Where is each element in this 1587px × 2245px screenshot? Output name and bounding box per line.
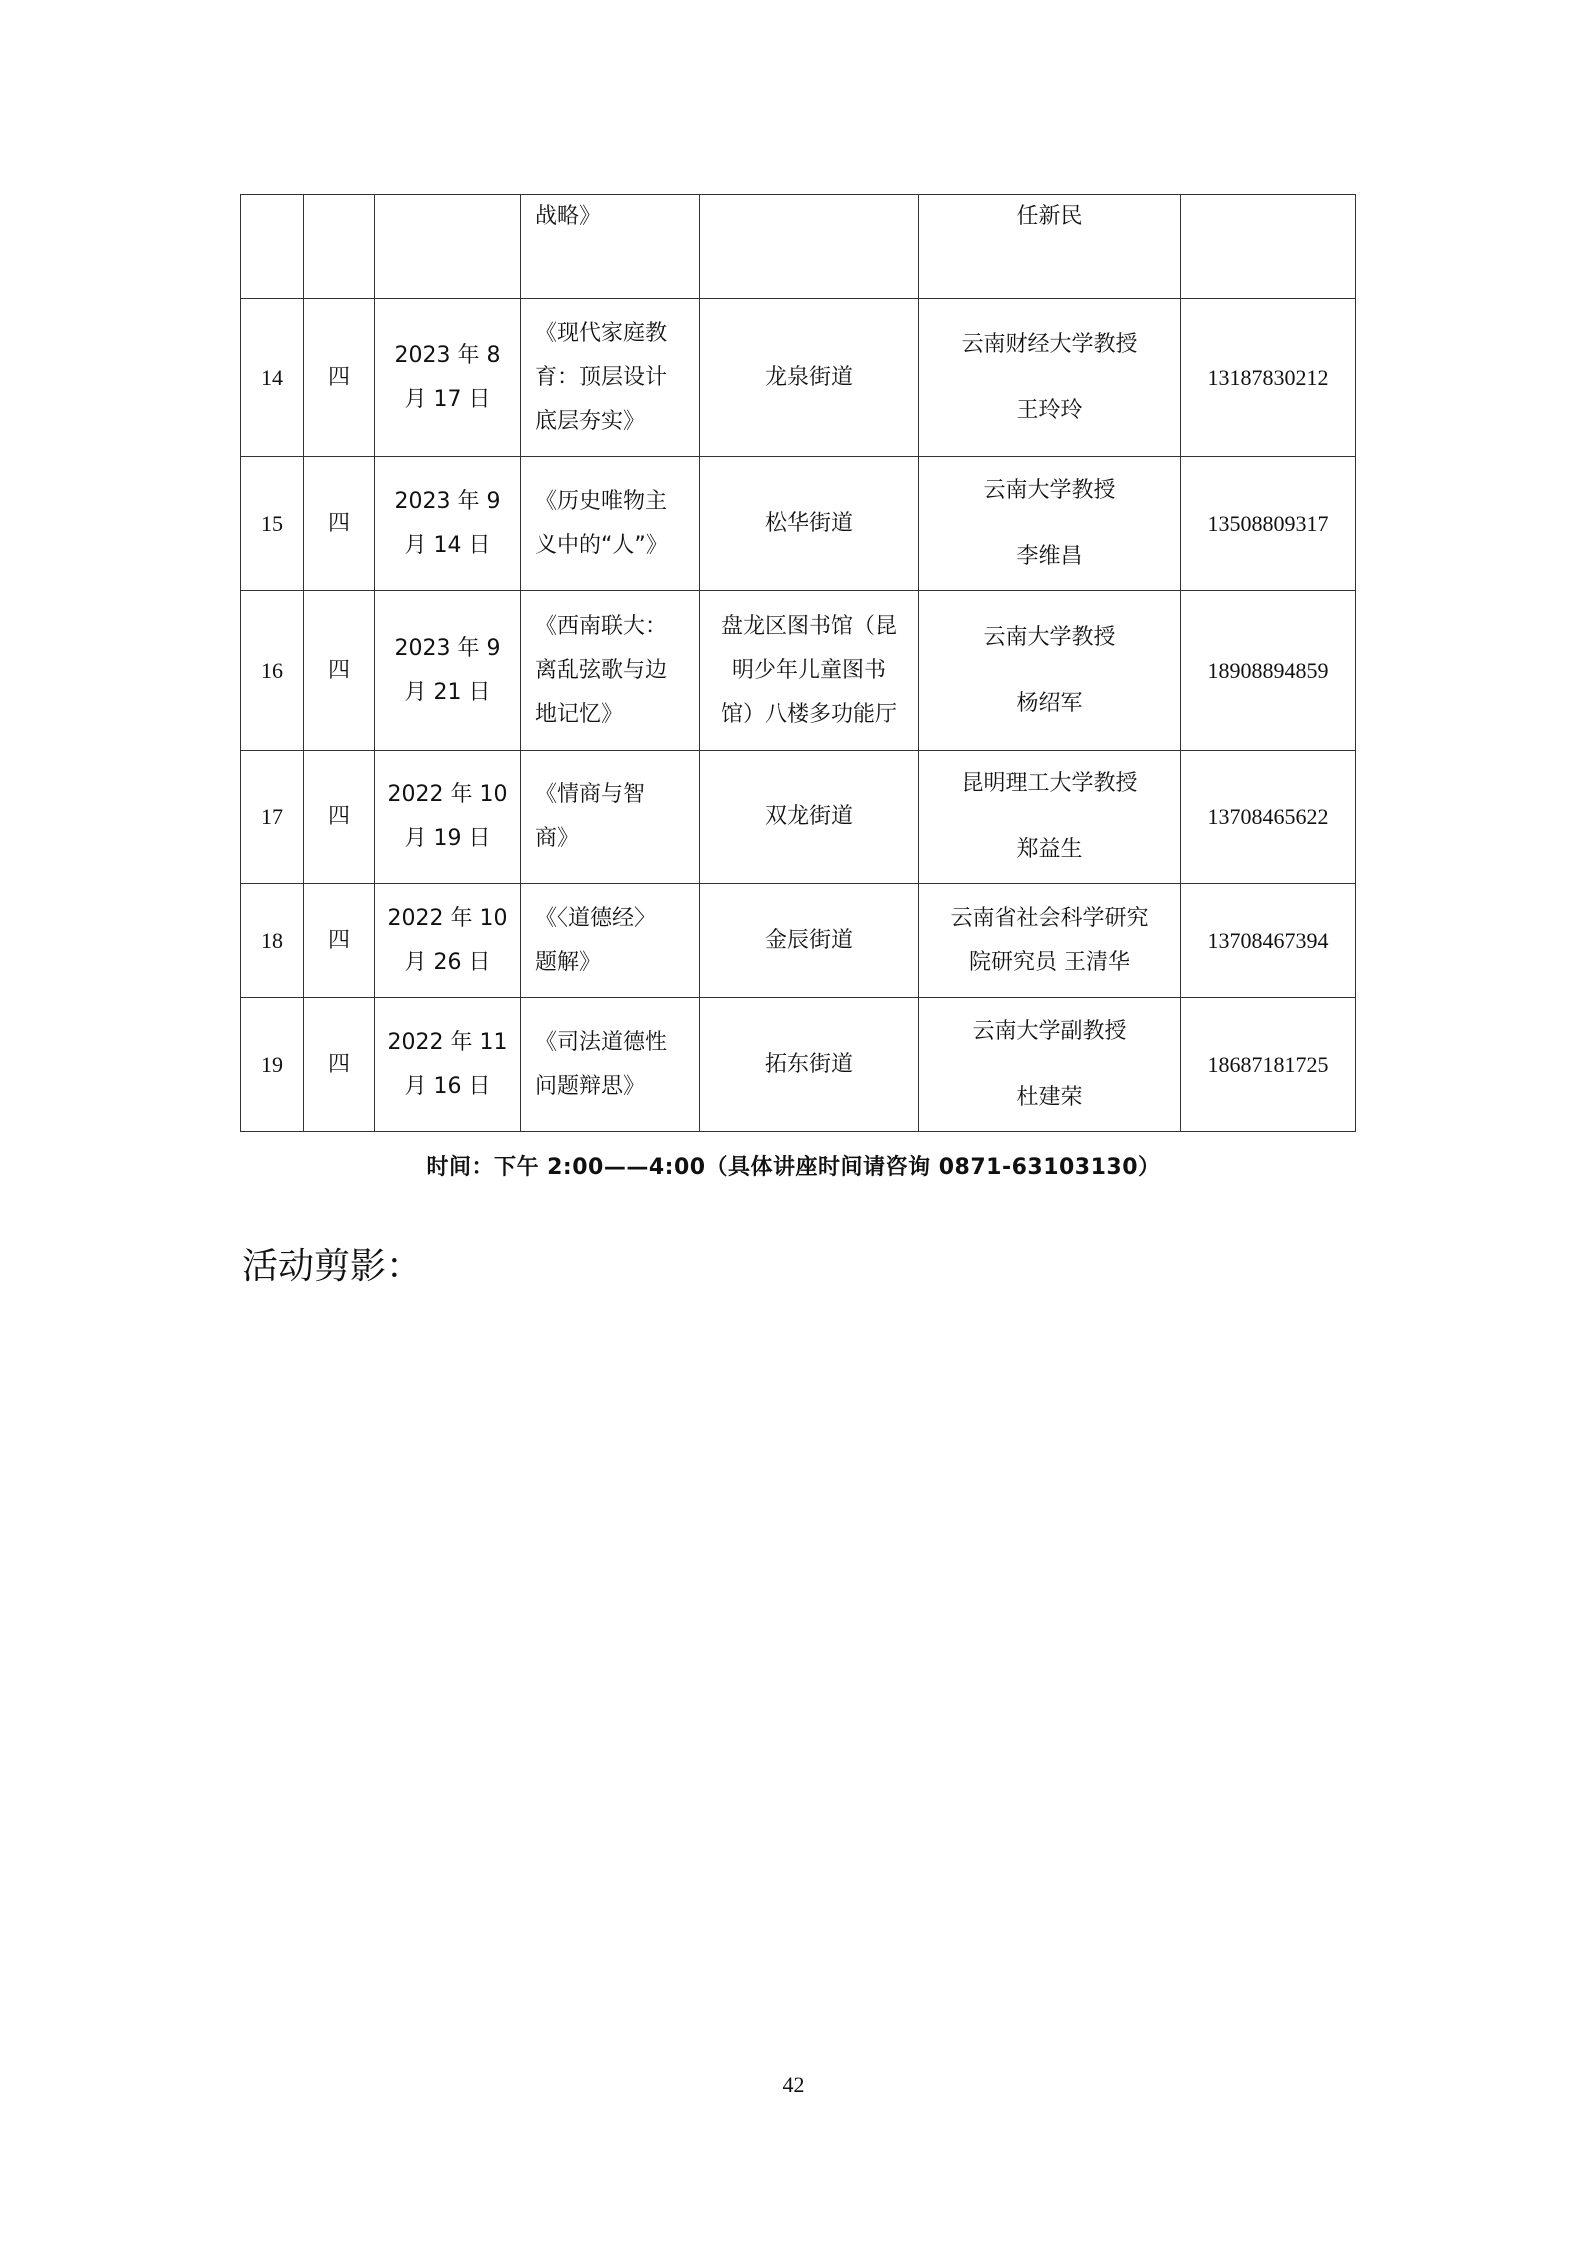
cell-speaker — [919, 195, 1181, 299]
cell-venue — [700, 884, 919, 998]
cell-date — [375, 884, 521, 998]
speaker-title: 云南省社会科学研究 — [950, 905, 1149, 931]
cell-topic — [521, 591, 700, 751]
speaker-name: 郑益生 — [1016, 837, 1083, 862]
cell-date — [375, 998, 521, 1132]
cell-phone: 18687181725 — [1181, 998, 1356, 1132]
page-number: 42 — [782, 2072, 805, 2097]
date-line: 2022 年 11 — [387, 1029, 508, 1055]
topic-line: 题解》 — [535, 949, 602, 975]
topic-line: 商》 — [535, 826, 580, 851]
cell-no: 19 — [241, 998, 304, 1132]
topic-line: 底层夯实》 — [535, 408, 646, 434]
topic-line: 《西南联大： — [535, 613, 668, 639]
table-row — [241, 299, 1356, 457]
date-line: 2022 年 10 — [387, 905, 508, 931]
cell-phone: 13708467394 — [1181, 884, 1356, 998]
cell-topic — [521, 751, 700, 884]
venue-line: 盘龙区图书馆（昆 — [720, 613, 897, 639]
venue-line: 馆）八楼多功能厅 — [720, 701, 897, 727]
cell-phone: 13708465622 — [1181, 751, 1356, 884]
cell-topic — [521, 457, 700, 591]
cell-topic — [521, 998, 700, 1132]
topic-line: 离乱弦歌与边 — [535, 657, 668, 683]
table-row — [241, 884, 1356, 998]
cell-speaker — [919, 751, 1181, 884]
cell-venue — [700, 457, 919, 591]
cell-day — [304, 195, 375, 299]
cell-venue — [700, 998, 919, 1132]
date-line: 2023 年 9 — [394, 635, 501, 661]
date-line: 月 19 日 — [404, 826, 491, 851]
cell-speaker — [919, 998, 1181, 1132]
cell-no: 18 — [241, 884, 304, 998]
speaker-title: 昆明理工大学教授 — [961, 771, 1138, 796]
cell-day: 四 — [304, 457, 375, 591]
cell-date — [375, 195, 521, 299]
lecture-schedule-table — [240, 194, 1356, 1132]
speaker-name: 任新民 — [1016, 204, 1083, 229]
section-title-activity-photos: 活动剪影： — [242, 1246, 423, 1287]
cell-venue — [700, 751, 919, 884]
cell-no: 17 — [241, 751, 304, 884]
table-row — [241, 998, 1356, 1132]
cell-phone: 13508809317 — [1181, 457, 1356, 591]
date-line: 月 21 日 — [404, 679, 491, 705]
cell-phone: 18908894859 — [1181, 591, 1356, 751]
cell-venue — [700, 195, 919, 299]
topic-line: 《现代家庭教 — [535, 320, 668, 346]
venue-line: 龙泉街道 — [764, 364, 853, 390]
topic-line: 地记忆》 — [535, 701, 624, 727]
speaker-title: 云南大学教授 — [983, 624, 1116, 650]
venue-line: 拓东街道 — [764, 1051, 853, 1077]
table-row — [241, 457, 1356, 591]
cell-topic — [521, 884, 700, 998]
date-line: 2023 年 9 — [394, 488, 501, 514]
cell-day: 四 — [304, 591, 375, 751]
cell-phone: 13187830212 — [1181, 299, 1356, 457]
speaker-title: 云南财经大学教授 — [961, 331, 1138, 357]
topic-line: 《历史唯物主 — [535, 488, 668, 514]
cell-topic — [521, 195, 700, 299]
cell-speaker — [919, 457, 1181, 591]
date-line: 月 14 日 — [404, 532, 491, 558]
table-row — [241, 751, 1356, 884]
cell-day: 四 — [304, 751, 375, 884]
topic-line: 育：顶层设计 — [535, 364, 668, 390]
cell-no: 15 — [241, 457, 304, 591]
cell-no: 16 — [241, 591, 304, 751]
cell-no: 14 — [241, 299, 304, 457]
speaker-name: 院研究员 王清华 — [969, 949, 1130, 975]
speaker-name: 杜建荣 — [1016, 1084, 1083, 1110]
cell-venue — [700, 299, 919, 457]
table-row — [241, 591, 1356, 751]
cell-date — [375, 591, 521, 751]
cell-date — [375, 457, 521, 591]
topic-line: 战略》 — [535, 204, 602, 229]
venue-line: 明少年儿童图书 — [731, 657, 886, 683]
speaker-name: 王玲玲 — [1016, 397, 1083, 423]
topic-line: 问题辩思》 — [535, 1073, 646, 1099]
date-line: 月 26 日 — [404, 949, 491, 975]
cell-date — [375, 751, 521, 884]
speaker-title: 云南大学副教授 — [972, 1018, 1127, 1044]
cell-topic — [521, 299, 700, 457]
venue-line: 双龙街道 — [764, 804, 853, 829]
date-line: 月 17 日 — [404, 386, 491, 412]
date-line: 2022 年 10 — [387, 782, 508, 807]
cell-venue — [700, 591, 919, 751]
speaker-name: 杨绍军 — [1016, 690, 1083, 716]
date-line: 月 16 日 — [404, 1073, 491, 1099]
venue-line: 金辰街道 — [764, 927, 853, 953]
venue-line: 松华街道 — [764, 510, 853, 536]
topic-line: 《〈道德经〉 — [535, 905, 657, 931]
date-line: 2023 年 8 — [394, 342, 501, 368]
topic-line: 《司法道德性 — [535, 1029, 668, 1055]
cell-speaker — [919, 884, 1181, 998]
cell-day: 四 — [304, 299, 375, 457]
cell-speaker — [919, 591, 1181, 751]
table-row-continuation — [241, 195, 1356, 299]
cell-day: 四 — [304, 998, 375, 1132]
speaker-name: 李维昌 — [1016, 543, 1083, 569]
topic-line: 《情商与智 — [535, 782, 646, 807]
lecture-time-note: 时间：下午 2:00——4:00（具体讲座时间请咨询 0871-63103130） — [426, 1155, 1161, 1180]
cell-no — [241, 195, 304, 299]
cell-day: 四 — [304, 884, 375, 998]
cell-speaker — [919, 299, 1181, 457]
speaker-title: 云南大学教授 — [983, 477, 1116, 503]
cell-date — [375, 299, 521, 457]
topic-line: 义中的“人”》 — [535, 532, 668, 558]
cell-phone — [1181, 195, 1356, 299]
